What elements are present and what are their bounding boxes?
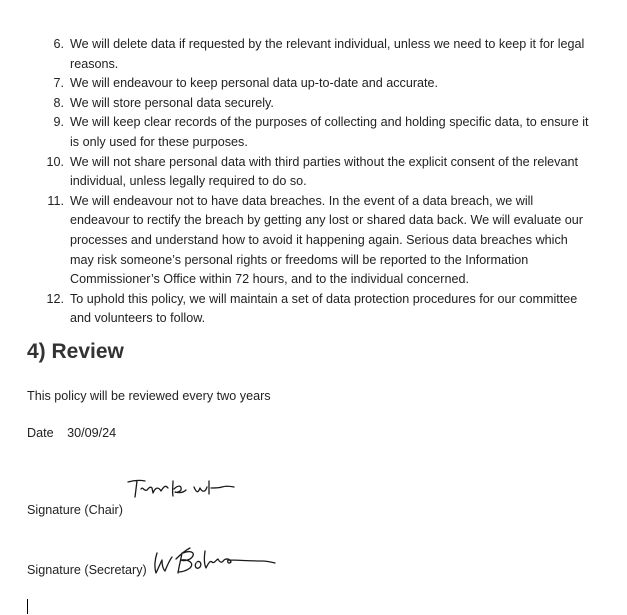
- secretary-signature: [150, 545, 278, 577]
- review-text: This policy will be reviewed every two years: [27, 389, 271, 403]
- list-item-text: We will store personal data securely.: [70, 95, 274, 110]
- list-item-number: 7.: [53, 76, 64, 91]
- list-item-text: To uphold this policy, we will maintain a set of data protection procedures for our committee and volunteers to follow.: [70, 291, 578, 326]
- section-heading-review: 4) Review: [27, 340, 124, 363]
- list-item-text: We will endeavour not to have data breaches. In the event of a data breach, we will endeavour to rectify the breach by getting any lost or shared data back. We will evaluate our processes and understand how to avoid it happening again. Serious data breaches which may risk someone’s personal rights or freedoms will be reported to the Information Commissioner’s Office within 72 hours, and to the individual concerned.: [70, 193, 583, 287]
- list-item: [0, 74, 620, 94]
- list-item: [0, 192, 620, 290]
- date-row: [27, 426, 116, 440]
- chair-signature-label: Signature (Chair): [27, 503, 123, 517]
- text-cursor[interactable]: [27, 599, 28, 614]
- list-item: [0, 94, 620, 114]
- list-item-text: We will not share personal data with third parties without the explicit consent of the relevant individual, unless legally required to do so.: [70, 154, 578, 189]
- date-label: Date: [27, 426, 54, 440]
- policy-list: [0, 35, 620, 329]
- list-item-number: 9.: [53, 115, 64, 130]
- list-item-number: 11.: [47, 193, 64, 208]
- list-item-text: We will keep clear records of the purposes of collecting and holding specific data, to ensure it is only used for these purposes.: [70, 115, 589, 149]
- list-item-text: We will endeavour to keep personal data up-to-date and accurate.: [70, 76, 439, 91]
- list-item: [0, 153, 620, 192]
- list-item-number: 8.: [53, 95, 64, 110]
- list-item: [0, 113, 620, 152]
- list-item-number: 12.: [46, 291, 64, 306]
- chair-signature: [126, 476, 238, 502]
- date-value: 30/09/24: [67, 426, 117, 440]
- list-item: [0, 35, 620, 74]
- secretary-signature-label: Signature (Secretary): [27, 563, 147, 577]
- list-item: [0, 290, 620, 329]
- list-item-text: We will delete data if requested by the relevant individual, unless we need to keep it for legal reasons.: [70, 37, 585, 71]
- list-item-number: 6.: [53, 37, 64, 51]
- list-item-number: 10.: [46, 154, 64, 169]
